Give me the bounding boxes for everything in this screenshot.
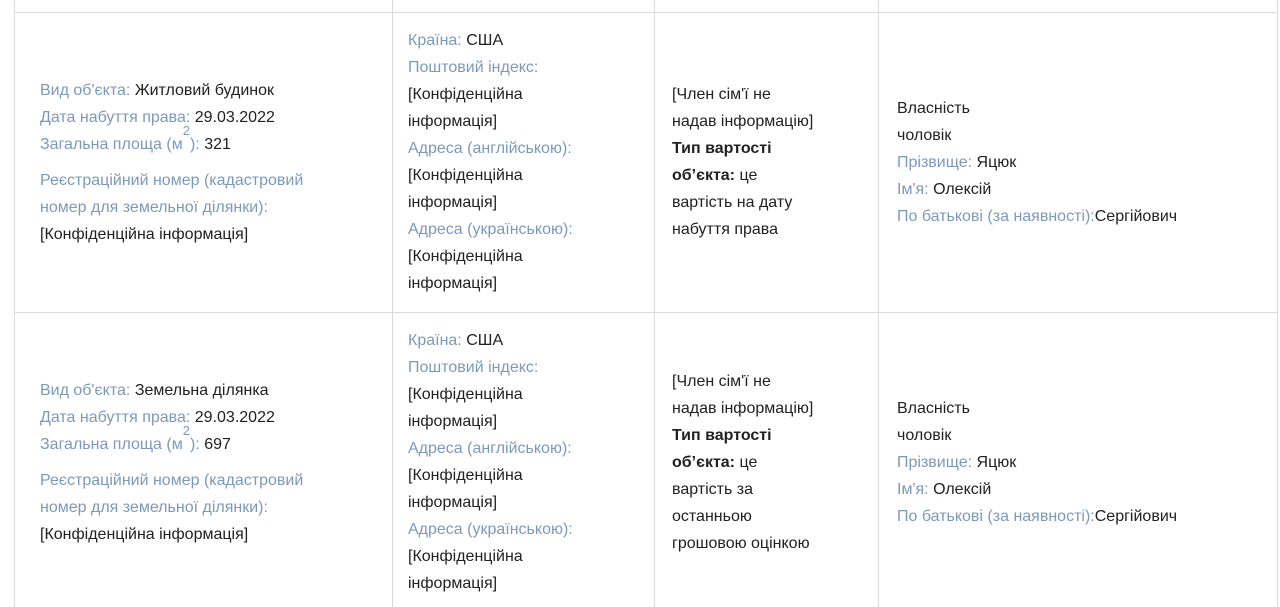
postal-code-value: [Конфіденційна інформація] — [408, 86, 523, 130]
total-area-label: Загальна площа $(м^2)$: — [40, 123, 200, 153]
object-type-label: Вид об'єкта: — [40, 381, 131, 399]
cost-type-label: Тип вартості об’єкта: — [672, 140, 772, 184]
registration-number-label: Реєстраційний номер (кадастровий номер для земельної ділянки): — [40, 171, 304, 216]
postal-code-line — [408, 354, 639, 435]
address-en-value: [Конфіденційна інформація] — [408, 167, 523, 211]
registration-number-value: [Конфіденційна інформація] — [40, 225, 249, 243]
address-en-label: Адреса (англійською): — [408, 440, 572, 457]
surname-value: Яцюк — [976, 153, 1017, 171]
name-line — [897, 176, 1262, 203]
location-cell — [393, 12, 655, 312]
acquire-date-label: Дата набуття права: — [40, 108, 191, 126]
valuation-cell — [655, 12, 879, 312]
cost-type-label: Тип вартості об’єкта: — [672, 426, 772, 471]
surname-line — [897, 149, 1262, 176]
name-value: Олексій — [933, 480, 992, 498]
no-info-text: [Член сім'ї не надав інформацію] — [672, 372, 814, 417]
postal-code-label: Поштовий індекс: — [408, 359, 539, 376]
ownership-type: Власність — [897, 399, 970, 417]
acquire-date-value: 29.03.2022 — [194, 408, 275, 426]
patronymic-line — [897, 503, 1262, 530]
cost-type-text: це вартість за останньою грошовою оцінкою — [672, 453, 810, 552]
total-area-line — [40, 423, 380, 458]
country-value: США — [466, 332, 504, 349]
valuation-cell — [655, 312, 879, 607]
country-label: Країна: — [408, 32, 462, 49]
owner-relation: чоловік — [897, 426, 952, 444]
registration-number-block — [40, 167, 380, 248]
postal-code-label: Поштовий індекс: — [408, 59, 539, 76]
name-value: Олексій — [933, 180, 992, 198]
address-ua-line — [408, 516, 639, 597]
address-ua-value: [Конфіденційна інформація] — [408, 548, 523, 592]
country-line — [408, 27, 639, 54]
object-info-cell — [15, 12, 393, 312]
cost-type-text: це вартість на дату набуття права — [672, 167, 793, 238]
patronymic-value: Сергійович — [1094, 507, 1178, 525]
ownership-type: Власність — [897, 99, 970, 117]
surname-value: Яцюк — [976, 453, 1017, 471]
patronymic-value: Сергійович — [1094, 207, 1178, 225]
cost-type-block — [672, 135, 817, 243]
acquire-date-value: 29.03.2022 — [194, 108, 275, 126]
table-row — [15, 312, 1278, 607]
object-info-cell — [15, 312, 393, 607]
total-area-value: 321 — [204, 135, 231, 153]
location-cell — [393, 312, 655, 607]
patronymic-line — [897, 203, 1262, 230]
acquire-date-label: Дата набуття права: — [40, 408, 191, 426]
registration-number-block — [40, 467, 380, 548]
country-label: Країна: — [408, 332, 462, 349]
postal-code-value: [Конфіденційна інформація] — [408, 386, 523, 430]
object-type-line — [40, 377, 380, 404]
registration-number-label: Реєстраційний номер (кадастровий номер для земельної ділянки): — [40, 471, 304, 516]
country-value: США — [466, 32, 504, 49]
no-info-text: [Член сім'ї не надав інформацію] — [672, 86, 814, 130]
empty-cell — [655, 0, 879, 12]
total-area-value: 697 — [204, 435, 231, 453]
patronymic-label: По батькові (за наявності): — [897, 507, 1095, 525]
object-type-line — [40, 77, 380, 104]
patronymic-label: По батькові (за наявності): — [897, 207, 1095, 225]
empty-cell — [879, 0, 1278, 12]
assets-table — [14, 0, 1278, 607]
total-area-label: Загальна площа $(м^2)$: — [40, 423, 200, 453]
name-label: Ім'я: — [897, 480, 929, 498]
name-line — [897, 476, 1262, 503]
registration-number-value: [Конфіденційна інформація] — [40, 525, 249, 543]
ownership-cell — [879, 12, 1278, 312]
empty-cell — [15, 0, 393, 12]
address-en-line — [408, 435, 639, 516]
address-ua-value: [Конфіденційна інформація] — [408, 248, 523, 292]
address-ua-label: Адреса (українською): — [408, 521, 573, 538]
cost-type-block — [672, 422, 817, 557]
empty-cell — [393, 0, 655, 12]
ownership-cell — [879, 312, 1278, 607]
total-area-line — [40, 123, 380, 158]
address-en-value: [Конфіденційна інформація] — [408, 467, 523, 511]
table-row-partial — [15, 0, 1278, 12]
country-line — [408, 327, 639, 354]
address-en-label: Адреса (англійською): — [408, 140, 572, 157]
table-row — [15, 12, 1278, 312]
surname-line — [897, 449, 1262, 476]
acquire-date-line — [40, 404, 380, 431]
object-type-value: Житловий будинок — [134, 81, 275, 99]
superscript-2: 2 — [182, 423, 190, 439]
address-en-line — [408, 135, 639, 216]
object-type-label: Вид об'єкта: — [40, 81, 131, 99]
surname-label: Прізвище: — [897, 153, 973, 171]
object-type-value: Земельна ділянка — [134, 381, 269, 399]
owner-relation: чоловік — [897, 126, 952, 144]
address-ua-line — [408, 216, 639, 297]
address-ua-label: Адреса (українською): — [408, 221, 573, 238]
surname-label: Прізвище: — [897, 453, 973, 471]
name-label: Ім'я: — [897, 180, 929, 198]
postal-code-line — [408, 54, 639, 135]
acquire-date-line — [40, 104, 380, 131]
superscript-2: 2 — [182, 123, 190, 139]
